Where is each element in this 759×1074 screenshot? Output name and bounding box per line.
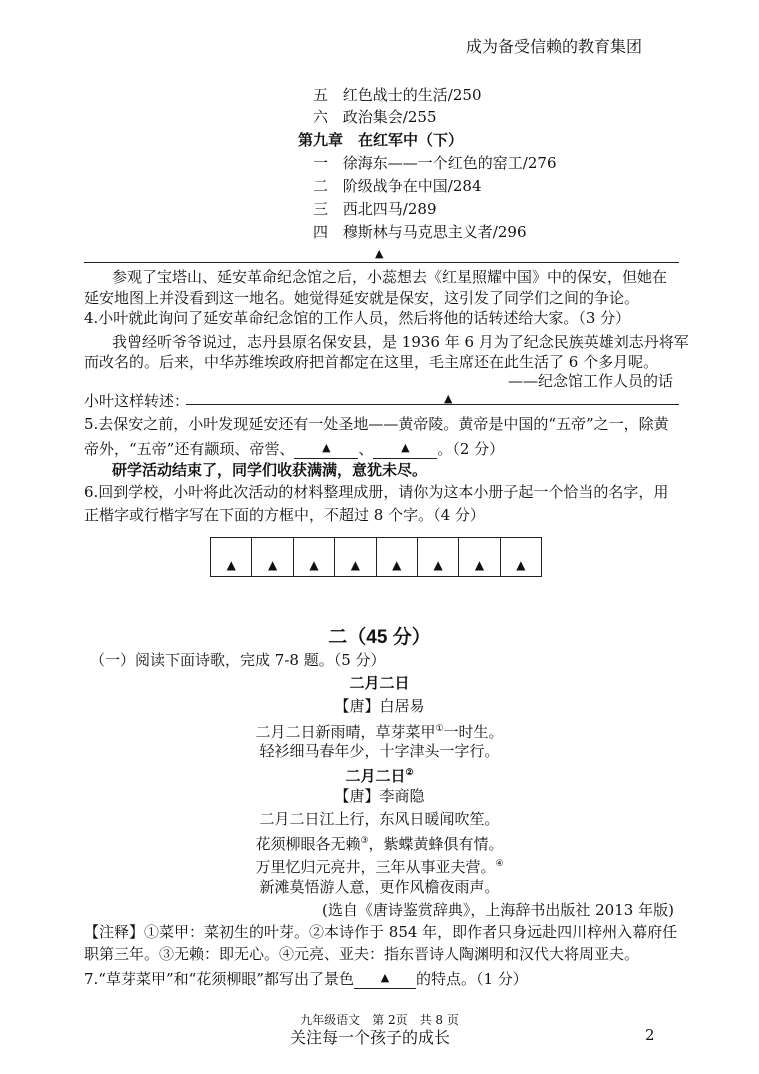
poem-text: 一时生。 — [443, 723, 504, 741]
poem-title: 二月二日 — [349, 674, 410, 692]
footnote-mark: ① — [435, 724, 444, 734]
summary-line: 研学活动结束了，同学们收获满满，意犹未尽。 — [112, 461, 428, 479]
question-5-text: 帝外，“五帝”还有颛顼、帝喾、 — [84, 440, 295, 458]
annotation-line: 职第三年。③无赖：即无心。④元亮、亚夫：指东晋诗人陶渊明和汉代大将周亚夫。 — [84, 945, 640, 963]
answer-marker: ▲ — [444, 392, 453, 405]
toc-item-number: 二 — [313, 177, 329, 195]
question-5-score: 。（2 分） — [437, 440, 505, 458]
poem-text: 花须柳眼各无赖 — [255, 835, 361, 853]
poem-line — [0, 831, 759, 854]
answer-box[interactable] — [500, 538, 541, 576]
answer-marker: ▲ — [392, 558, 402, 572]
quote-source: ——纪念馆工作人员的话 — [508, 372, 674, 390]
answer-box[interactable] — [376, 538, 417, 576]
toc-item-text: 政治集会/255 — [342, 108, 437, 126]
poem-text: 二月二日新雨晴，草芽菜甲 — [255, 723, 436, 741]
poem-author: 【唐】李商隐 — [334, 787, 425, 805]
toc-item-text: 红色战士的生活/250 — [342, 86, 482, 104]
question-7 — [84, 966, 528, 989]
toc-item-number: 四 — [313, 223, 329, 241]
toc-item-text: 徐海东——一个红色的窑工/276 — [342, 154, 557, 172]
answer-marker: ▲ — [226, 558, 236, 572]
answer-blank[interactable] — [294, 436, 358, 459]
divider — [84, 262, 679, 263]
toc-item-number: 一 — [313, 154, 329, 172]
footnote-mark: ③ — [360, 836, 369, 846]
question-7-score: 的特点。（1 分） — [416, 970, 528, 988]
answer-box[interactable] — [458, 538, 499, 576]
question-4: 4.小叶就此询问了延安革命纪念馆的工作人员，然后将他的话转述给大家。（3 分） — [84, 309, 631, 327]
answer-box-grid[interactable] — [210, 537, 542, 577]
answer-marker: ▲ — [267, 558, 278, 572]
answer-marker: ▲ — [322, 441, 331, 454]
answer-line[interactable] — [186, 404, 679, 405]
poem-source: (选自《唐诗鉴赏辞典》，上海辞书出版社 2013 年版) — [322, 901, 674, 919]
answer-box[interactable] — [417, 538, 458, 576]
question-6-line2: 正楷字或行楷字写在下面的方框中，不超过 8 个字。（4 分） — [84, 506, 485, 524]
poem-title-text: 二月二日 — [345, 767, 406, 785]
answer-box[interactable] — [211, 538, 251, 576]
question-6: 6.回到学校，小叶将此次活动的材料整理成册，请你为这本小册子起一个恰当的名字，用 — [84, 483, 669, 501]
quote-line: 而改名的。后来，中华苏维埃政府把首都定在这里，毛主席还在此生活了 6 个多月呢。 — [84, 353, 659, 371]
poem-text: 万里忆归元亮井，三年从事亚夫营。 — [255, 858, 496, 876]
section-title: 二（45 分） — [328, 627, 431, 648]
answer-marker: ▲ — [309, 558, 319, 572]
poem-line: 轻衫细马春年少，十字津头一字行。 — [259, 742, 500, 760]
toc-item — [313, 85, 481, 105]
toc-item-text: 穆斯林与马克思主义者/296 — [342, 223, 527, 241]
part-instruction: （一）阅读下面诗歌，完成 7-8 题。（5 分） — [90, 651, 386, 669]
answer-marker: ▲ — [516, 558, 526, 572]
answer-box[interactable] — [251, 538, 292, 576]
separator: 、 — [358, 440, 374, 458]
answer-box[interactable] — [293, 538, 334, 576]
toc-item-text: 阶级战争在中国/284 — [342, 177, 482, 195]
question-7-text: 7.“草芽菜甲”和“花须柳眼”都写出了景色 — [84, 970, 354, 988]
toc-item — [313, 107, 436, 127]
toc-item — [313, 222, 526, 242]
poem-author: 【唐】白居易 — [334, 697, 425, 715]
header-slogan: 成为备受信赖的教育集团 — [466, 37, 643, 56]
answer-marker: ▲ — [350, 558, 360, 572]
poem-line: 二月二日江上行，东风日暖闻吹笙。 — [259, 810, 500, 828]
toc-item-number: 三 — [313, 200, 329, 218]
page-number: 2 — [645, 1026, 655, 1044]
toc-item — [313, 153, 556, 173]
answer-box[interactable] — [334, 538, 375, 576]
poem-text: ，紫蝶黄蜂俱有情。 — [368, 835, 504, 853]
footer-slogan: 关注每一个孩子的成长 — [290, 1028, 451, 1047]
quote-line: 我曾经听爷爷说过，志丹县原名保安县，是 1936 年 6 月为了纪念民族英雄刘志丹将军 — [112, 333, 689, 351]
toc-chapter-title: 第九章 在红军中（下） — [298, 131, 464, 149]
question-5-line2 — [84, 436, 504, 459]
toc-item-number: 五 — [313, 86, 329, 104]
toc-item-text: 西北四马/289 — [342, 200, 437, 218]
footer-page-info: 九年级语文 第 2页 共 8 页 — [300, 1013, 459, 1027]
answer-marker: ▲ — [474, 558, 485, 572]
answer-marker: ▲ — [375, 247, 384, 260]
poem-title — [0, 763, 759, 786]
annotation-line: 【注释】①菜甲：菜初生的叶芽。②本诗作于 854 年，即作者只身远赴四川梓州入幕府任 — [84, 923, 678, 941]
toc-item-number: 六 — [313, 108, 329, 126]
answer-blank[interactable] — [354, 966, 416, 989]
answer-marker: ▲ — [433, 558, 443, 572]
answer-marker: ▲ — [401, 441, 410, 454]
poem-line — [0, 719, 759, 742]
footnote-mark: ② — [405, 768, 414, 778]
retell-label: 小叶这样转述： — [84, 392, 190, 410]
passage-line: 参观了宝塔山、延安革命纪念馆之后，小蕊想去《红星照耀中国》中的保安，但她在 — [112, 268, 668, 286]
poem-line: 新滩莫悟游人意，更作风檐夜雨声。 — [259, 878, 500, 896]
poem-line — [0, 854, 759, 877]
toc-item — [313, 176, 481, 196]
answer-marker: ▲ — [380, 971, 390, 984]
question-5: 5.去保安之前，小叶发现延安还有一处圣地——黄帝陵。黄帝是中国的“五帝”之一，除黄 — [84, 415, 669, 433]
passage-line: 延安地图上并没看到这一地名。她觉得延安就是保安，这引发了同学们之间的争论。 — [84, 289, 640, 307]
answer-blank[interactable] — [373, 436, 437, 459]
toc-item — [313, 199, 436, 219]
footnote-mark: ④ — [495, 859, 504, 869]
